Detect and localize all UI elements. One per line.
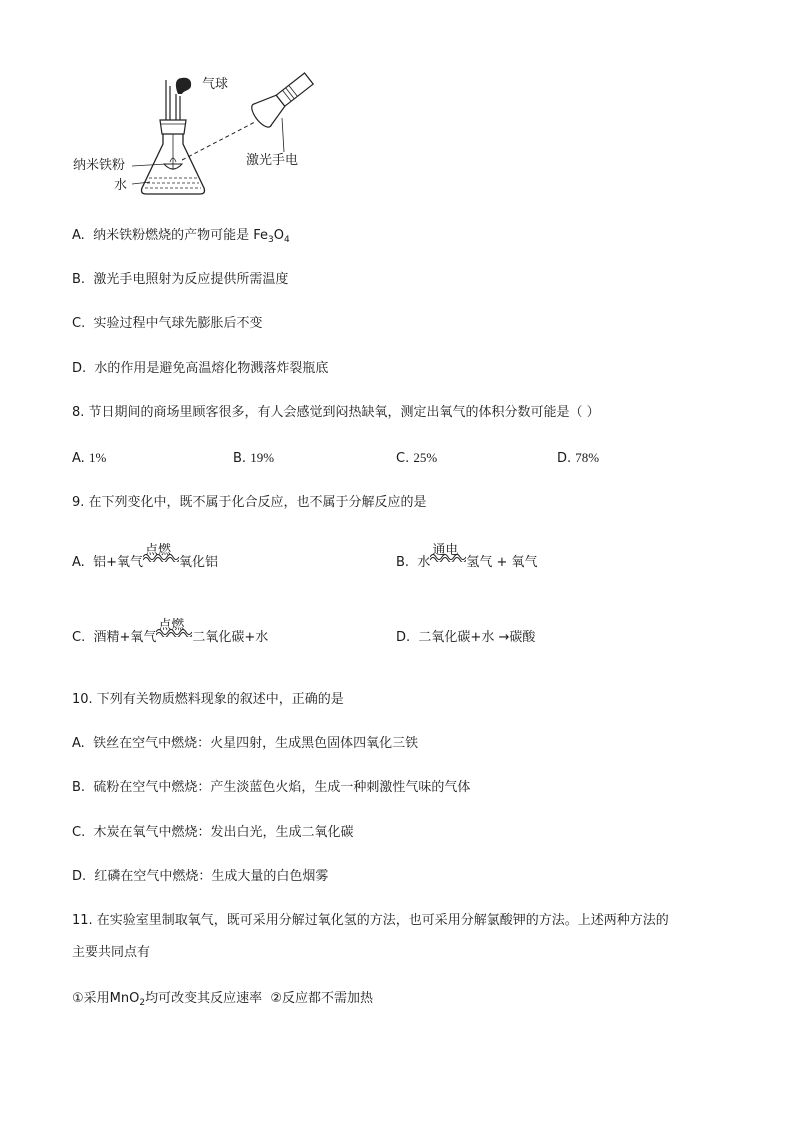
q8-stem: 8. 节日期间的商场里顾客很多，有人会感觉到闷热缺氧，测定出氧气的体积分数可能是（ ） [72, 405, 600, 420]
q8-option-a: A. 1% [72, 450, 107, 466]
flask-and-laser-illustration [70, 60, 330, 210]
option-letter: A. [72, 228, 85, 243]
q10-option-c: C. 木炭在氧气中燃烧：发出白光，生成二氧化碳 [72, 825, 354, 840]
q9-option-b: B. 水 通电 氢气 + 氧气 [396, 543, 538, 570]
q8-option-d: D. 78% [557, 450, 600, 466]
q8-option-b: B. 19% [233, 450, 275, 466]
q9-option-c: C. 酒精+氧气 点燃 二氧化碳+水 [72, 618, 269, 645]
q7-option-d: D. 水的作用是避免高温熔化物溅落炸裂瓶底 [72, 361, 329, 376]
option-letter: C. [72, 316, 86, 331]
q7-option-c: C. 实验过程中气球先膨胀后不变 [72, 316, 263, 331]
q9-stem: 9. 在下列变化中，既不属于化合反应，也不属于分解反应的是 [72, 495, 427, 510]
q7-option-a: A. 纳米铁粉燃烧的产物可能是 $Fe_3O_4$ [72, 228, 290, 245]
balloon-label: 气球 [202, 77, 229, 92]
q9-option-d: D. 二氧化碳+水 →碳酸 [396, 630, 536, 645]
q10-stem: 10. 下列有关物质燃料现象的叙述中，正确的是 [72, 692, 344, 707]
q9-option-a: A. 铝+氧气 点燃 氧化铝 [72, 543, 218, 570]
reaction-condition: 通电 [430, 555, 466, 571]
q10-option-d: D. 红磷在空气中燃烧：生成大量的白色烟雾 [72, 869, 329, 884]
option-letter: D. [72, 361, 87, 376]
q10-option-b: B. 硫粉在空气中燃烧：产生淡蓝色火焰，生成一种刺激性气味的气体 [72, 780, 471, 795]
q11-stem-line2: 主要共同点有 [72, 945, 151, 960]
q10-option-a: A. 铁丝在空气中燃烧：火星四射，生成黑色固体四氧化三铁 [72, 736, 419, 751]
circled-number-2: ② [270, 991, 283, 1006]
nano-iron-label: 纳米铁粉 [73, 158, 126, 173]
laser-label: 激光手电 [246, 153, 299, 168]
q8-option-c: C. 25% [396, 450, 438, 466]
q11-stem-line1: 11. 在实验室里制取氧气，既可采用分解过氧化氢的方法，也可采用分解氯酸钾的方法。上述两种方法的 [72, 913, 669, 928]
reaction-condition: 点燃 [143, 555, 179, 571]
circled-number-1: ① [72, 991, 84, 1006]
option-letter: B. [72, 272, 86, 287]
q11-points: ①采用MnO$_2$均可改变其反应速率 ②反应都不需加热 [72, 991, 374, 1008]
q7-option-b: B. 激光手电照射为反应提供所需温度 [72, 272, 289, 287]
balloon-shape [176, 78, 191, 94]
water-label: 水 [114, 178, 128, 193]
reaction-condition: 点燃 [156, 630, 192, 646]
experiment-diagram [70, 60, 330, 210]
